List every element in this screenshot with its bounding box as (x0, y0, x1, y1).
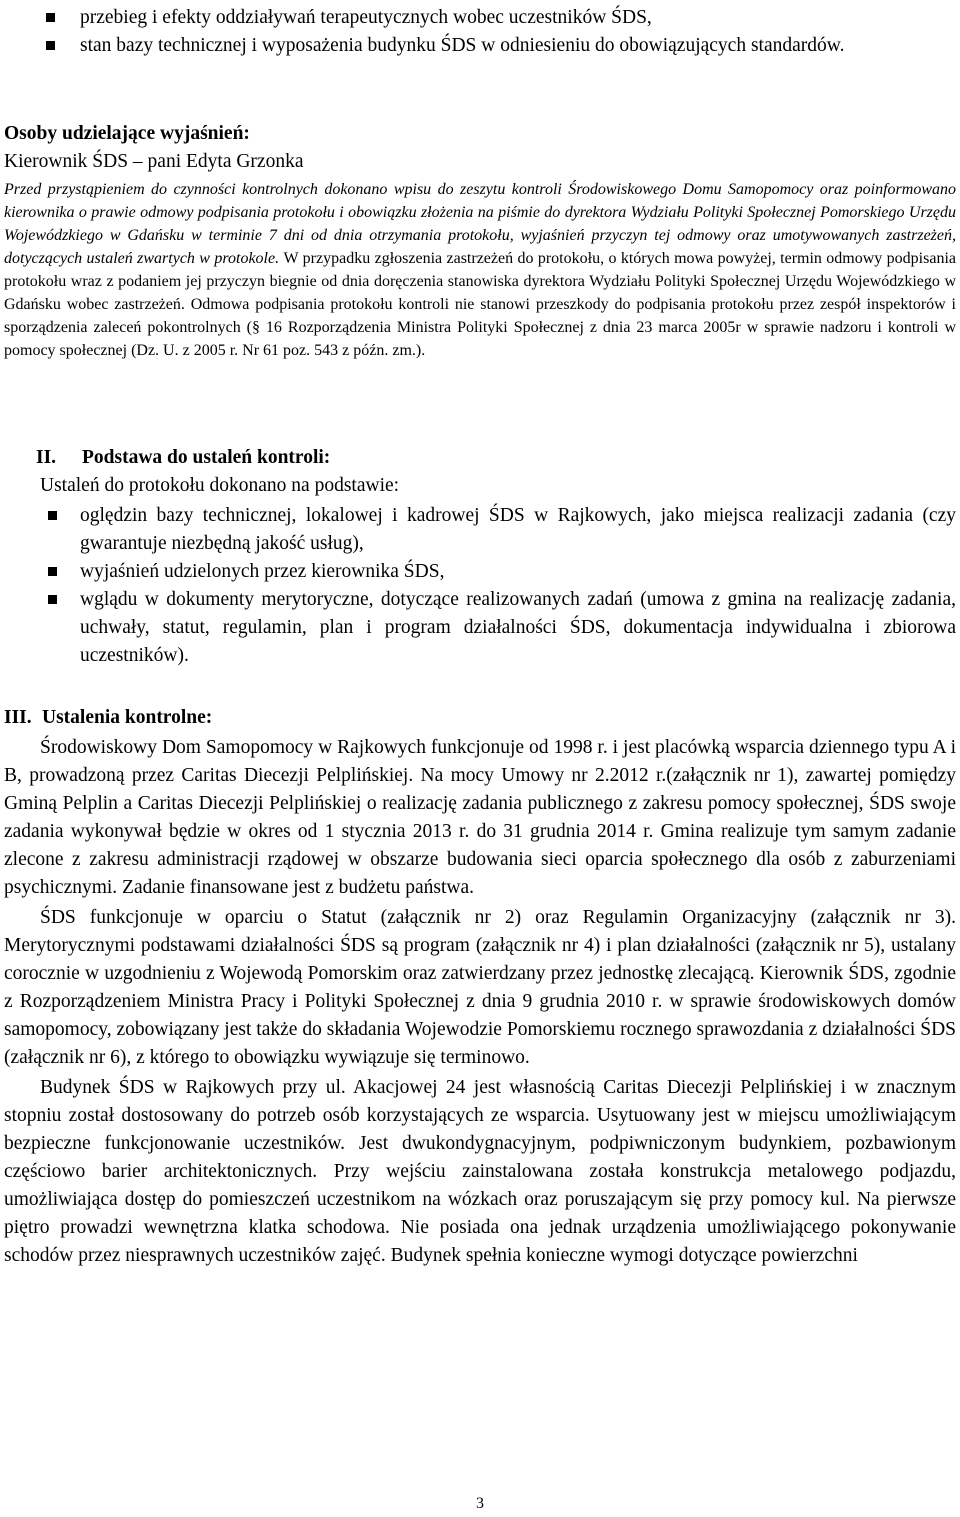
section-2-bullet-list (4, 502, 956, 670)
list-item (4, 502, 956, 558)
list-item (4, 32, 956, 60)
protocol-refusal-paragraph: Odmowa podpisania protokołu kontroli nie stanowi przeszkody do podpisania protokołu przez zespół inspektorów i sporządzenia zaleceń pokontrolnych (§ 16 Rozporządzenia Ministra Polityki Społecznej z dnia 23 marca 2005r w sprawie nadzoru i kontroli w pomocy społecznej (Dz. U. z 2005 r. Nr 61 poz. 543 z późn. zm.). (4, 296, 957, 359)
list-item-text: wyjaśnień udzielonych przez kierownika ŚDS, (80, 561, 445, 582)
section-2-title: Podstawa do ustaleń kontroli: (82, 447, 331, 468)
page-number: 3 (476, 1495, 484, 1512)
protocol-rights-paragraph: Przed przystąpieniem do czynności kontrolnych dokonano wpisu do zeszytu kontroli Środowiskowego Domu Samopomocy oraz poinformowano kierownika o prawie odmowy podpisania protokołu i obowiązku złożenia na piśmie do dyrektora Wydziału Polityki Społecznej Pomorskiego Urzędu Wojewódzkiego w Gdańsku w terminie 7 dni od dnia otrzymania protokołu, wyjaśnień przyczyn tej odmowy oraz umotywowanych zastrzeżeń, dotyczących ustaleń zwartych w protokole. (4, 181, 956, 267)
square-bullet-icon (46, 41, 55, 50)
protocol-rights-text (4, 178, 956, 362)
square-bullet-icon (46, 13, 55, 22)
list-item (4, 558, 956, 586)
paragraph: Środowiskowy Dom Samopomocy w Rajkowych funkcjonuje od 1998 r. i jest placówką wsparcia dziennego typu A i B, prowadzoną przez Caritas Diecezji Pelplińskiej. Na mocy Umowy nr 2.2012 r.(załącznik nr 1), zawartej pomiędzy Gminą Pelplin a Caritas Diecezji Pelplińskiej o realizację zadania publicznego z zakresu pomocy społecznej, ŚDS swoje zadania wykonywał będzie w okres od 1 stycznia 2013 r. do 31 grudnia 2014 r. Gmina realizuje tym samym zadanie zlecone z zakresu administracji rządowej w obszarze budowania sieci oparcia społecznego dla osób z zaburzeniami psychicznymi. Zadanie finansowane jest z budżetu państwa. (4, 737, 956, 898)
section-3-body (4, 734, 956, 1270)
paragraph: ŚDS funkcjonuje w oparciu o Statut (załącznik nr 2) oraz Regulamin Organizacyjny (załącznik nr 3). Merytorycznymi podstawami działalności ŚDS są program (załącznik nr 4) i plan działalności (załącznik nr 5), ustalany corocznie w uzgodnieniu z Wojewodą Pomorskim oraz zatwierdzany przez jednostkę zlecającą. Kierownik ŚDS, zgodnie z Rozporządzeniem Ministra Pracy i Polityki Społecznej z dnia 9 grudnia 2010 r. w sprawie środowiskowych domów samopomocy, zobowiązany jest także do składania Wojewodzie Pomorskiemu rocznego sprawozdania z działalności ŚDS (załącznik nr 6), z którego to obowiązku wywiązuje się terminowo. (4, 907, 956, 1068)
square-bullet-icon (48, 567, 57, 576)
section-2-intro: Ustaleń do protokołu dokonano na podstawie: (40, 475, 400, 496)
list-item-text: wglądu w dokumenty merytoryczne, dotyczące realizowanych zadań (umowa z gmina na realizację zadania, uchwały, statut, regulamin, plan i program działalności ŚDS, dokumentacja indywidualna i zbiorowa uczestników). (80, 589, 956, 666)
paragraph: Budynek ŚDS w Rajkowych przy ul. Akacjowej 24 jest własnością Caritas Diecezji Pelplińskiej i w znacznym stopniu został dostosowany do potrzeb osób korzystających ze wsparcia. Usytuowany jest w miejscu umożliwiającym bezpieczne funkcjonowanie uczestników. Jest dwukondygnacyjnym, podpiwniczonym budynkiem, pozbawionym częściowo barier architektonicznych. Przy wejściu zainstalowana została konstrukcja metalowego podjazdu, umożliwiająca dostęp do pomieszczeń uczestnikom na wózkach oraz poruszającym się przy pomocy kul. Na pierwsze piętro prowadzi wewnętrzna klatka schodowa. Nie posiada ona jednak urządzenia umożliwiającego pokonywanie schodów przez niesprawnych uczestników zajęć. Budynek spełnia konieczne wymogi dotyczące powierzchni (4, 1077, 956, 1266)
explanations-block (4, 120, 956, 176)
protocol-objection-paragraph: W przypadku zgłoszenia zastrzeżeń do protokołu, o których mowa powyżej, termin odmowy podpisania protokołu wraz z podaniem jej przyczyn biegnie od dnia doręczenia stanowiska dyrektora Wydziału Polityki Społecznej Urzędu Wojewódzkiego w Gdańsku wobec zastrzeżeń. (4, 250, 957, 313)
section-3-numeral: III. (4, 707, 32, 728)
list-item-text: stan bazy technicznej i wyposażenia budynku ŚDS w odniesieniu do obowiązujących standardów. (80, 35, 845, 56)
explanations-person: Kierownik ŚDS – pani Edyta Grzonka (4, 151, 304, 172)
explanations-heading: Osoby udzielające wyjaśnień: (4, 123, 250, 144)
list-item (4, 586, 956, 670)
section-2-numeral: II. (36, 447, 57, 468)
square-bullet-icon (48, 511, 57, 520)
section-3-title: Ustalenia kontrolne: (42, 707, 213, 728)
top-bullet-list (4, 4, 956, 60)
list-item-text: przebieg i efekty oddziaływań terapeutycznych wobec uczestników ŚDS, (80, 7, 652, 28)
square-bullet-icon (48, 595, 57, 604)
list-item-text: oględzin bazy technicznej, lokalowej i kadrowej ŚDS w Rajkowych, jako miejsca realizacji zadania (czy gwarantuje niezbędną jakość usług), (80, 505, 956, 554)
list-item (4, 4, 956, 32)
